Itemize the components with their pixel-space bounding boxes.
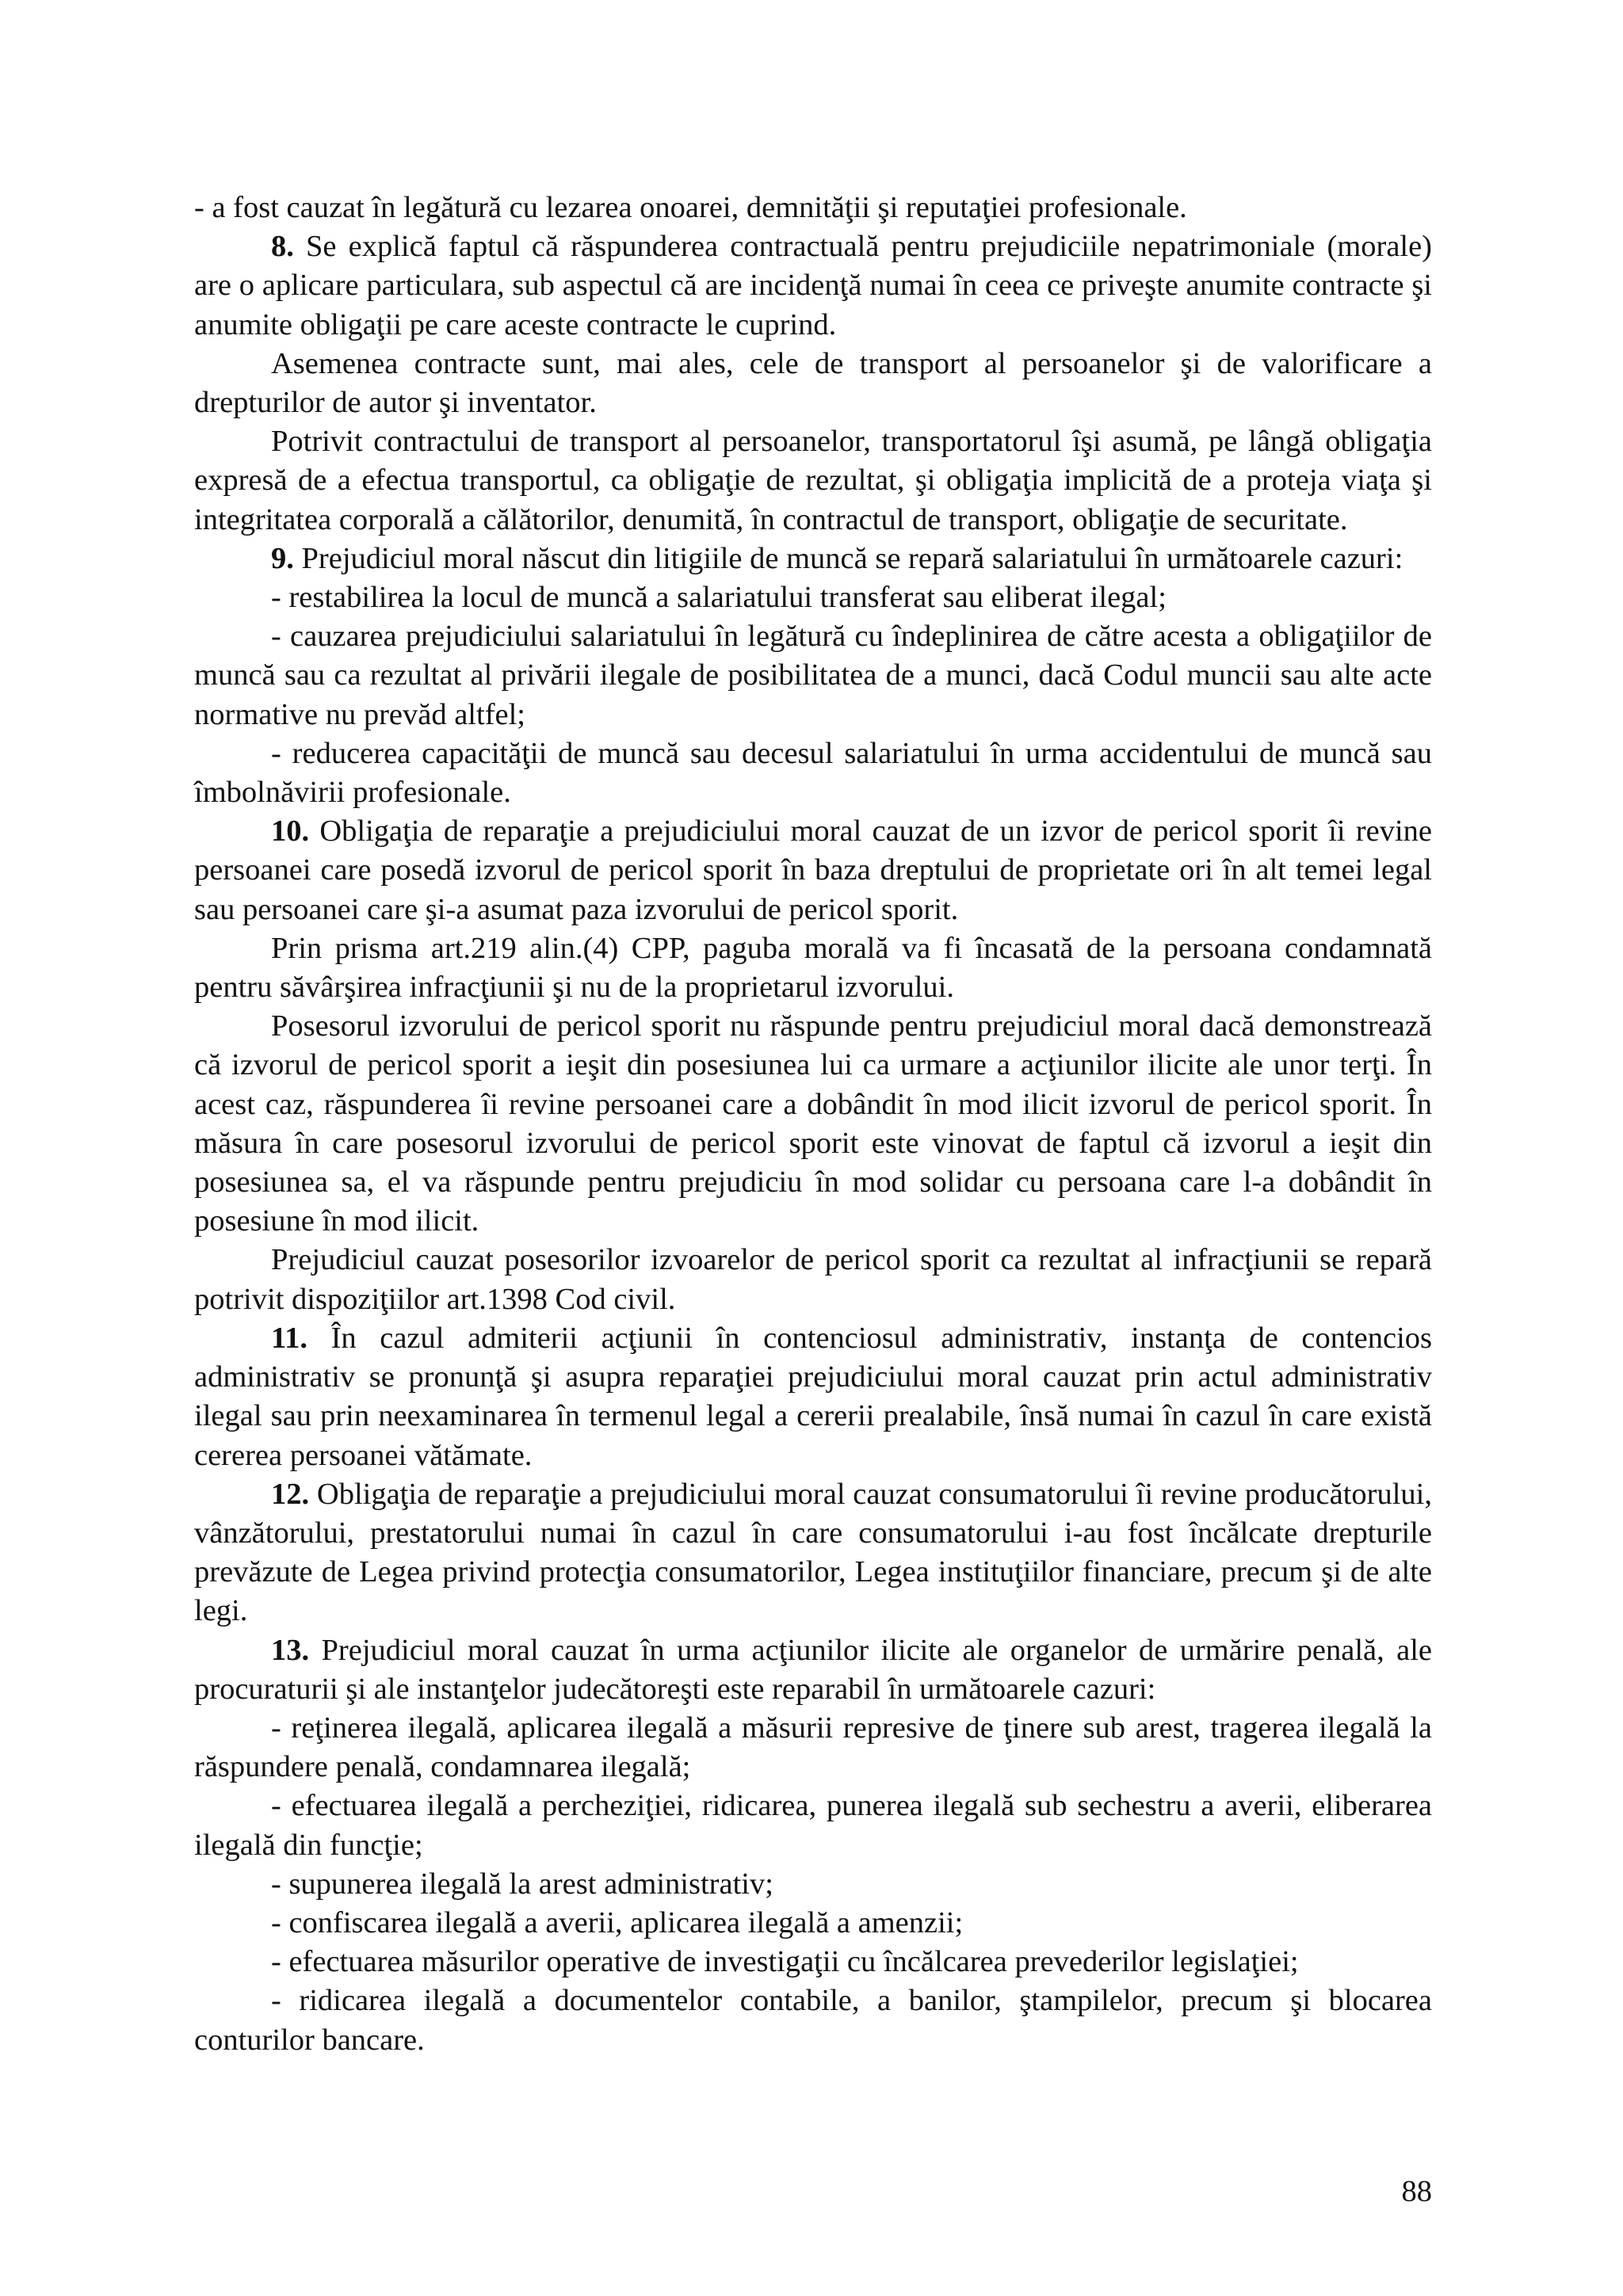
paragraph-text: Prejudiciul moral cauzat în urma acţiunilor ilicite ale organelor de urmărire penală, ale procuraturii şi ale instanţelor judecătoreşti este reparabil în următoarele cazuri: <box>194 1633 1432 1706</box>
paragraph <box>194 617 1432 734</box>
paragraph-text: Obligaţia de reparaţie a prejudiciului moral cauzat consumatorului îi revine producătorului, vânzătorului, prestatorului numai în cazul în care consumatorului i-au fost încălcate drepturile prevăzute de Legea privind protecţia consumatorilor, Legea instituţiilor financiare, precum şi de alte legi. <box>194 1477 1433 1628</box>
paragraph-text: - cauzarea prejudiciului salariatului în legătură cu îndeplinirea de către acesta a obligaţiilor de muncă sau ca rezultat al privării ilegale de posibilitatea de a munci, dacă Codul muncii sau alte acte normative nu prevăd altfel; <box>194 620 1432 731</box>
paragraph <box>194 1865 1432 1904</box>
paragraph <box>194 734 1432 812</box>
paragraph <box>194 540 1432 578</box>
paragraph <box>194 1981 1432 2059</box>
paragraph-number: 10. <box>271 814 310 849</box>
paragraph <box>194 578 1432 617</box>
paragraph <box>194 1475 1432 1631</box>
paragraph <box>194 422 1432 540</box>
paragraph <box>194 929 1432 1007</box>
paragraph-text: Posesorul izvorului de pericol sporit nu răspunde pentru prejudiciul moral dacă demonstrează că izvorul de pericol sporit a ieşit din posesiunea lui ca urmare a acţiunilor ilicite ale unor terţi. În acest caz, răspunderea îi revine persoanei care a dobândit în mod ilicit izvorul de pericol sporit. În măsura în care posesorul izvorului de pericol sporit este vinovat de faptul că izvorul a ieşit din posesiunea sa, el va răspunde pentru prejudiciu în mod solidar cu persoana care l-a dobândit în posesiune în mod ilicit. <box>194 1009 1432 1238</box>
paragraph-number: 11. <box>271 1321 308 1355</box>
paragraph-text: - reducerea capacităţii de muncă sau decesul salariatului în urma accidentului de muncă sau îmbolnăvirii profesionale. <box>194 736 1432 810</box>
paragraph-number: 13. <box>271 1633 310 1667</box>
paragraph-text: - reţinerea ilegală, aplicarea ilegală a măsurii represive de ţinere sub arest, tragerea ilegală la răspundere penală, condamnarea ilegală; <box>194 1711 1432 1784</box>
paragraph <box>194 1904 1432 1943</box>
page-number: 88 <box>1401 2175 1432 2208</box>
paragraph-number: 8. <box>271 230 294 264</box>
paragraph <box>194 1787 1432 1864</box>
paragraph <box>194 1709 1432 1787</box>
paragraph-text: - confiscarea ilegală a averii, aplicarea ilegală a amenzii; <box>271 1905 964 1939</box>
paragraph <box>194 1943 1432 1981</box>
document-page <box>194 189 1432 2060</box>
paragraph-text: - a fost cauzat în legătură cu lezarea onoarei, demnităţii şi reputaţiei profesionale. <box>194 191 1187 224</box>
paragraph-text: - efectuarea ilegală a percheziţiei, ridicarea, punerea ilegală sub sechestru a averii, eliberarea ilegală din funcţie; <box>194 1789 1432 1862</box>
paragraph-number: 9. <box>271 541 294 575</box>
paragraph <box>194 1241 1432 1318</box>
paragraph-number: 12. <box>271 1477 310 1511</box>
paragraph-text: - supunerea ilegală la arest administrativ; <box>271 1867 773 1901</box>
paragraph <box>194 227 1432 345</box>
paragraph <box>194 812 1432 929</box>
paragraph-text: Prejudiciul cauzat posesorilor izvoarelor de pericol sporit ca rezultat al infracţiunii se repară potrivit dispoziţiilor art.1398 Cod civil. <box>194 1243 1432 1316</box>
paragraph-text: - efectuarea măsurilor operative de investigaţii cu încălcarea prevederilor legislaţiei; <box>271 1945 1299 1979</box>
paragraph <box>194 345 1432 422</box>
paragraph-text: Prin prisma art.219 alin.(4) CPP, paguba morală va fi încasată de la persoana condamnată pentru săvârşirea infracţiunii şi nu de la proprietarul izvorului. <box>194 931 1432 1005</box>
paragraph-text: Prejudiciul moral născut din litigiile de muncă se repară salariatului în următoarele cazuri: <box>301 541 1403 575</box>
paragraph-text: În cazul admiterii acţiunii în contenciosul administrativ, instanţa de contencios administrativ se pronunţă şi asupra reparaţiei prejudiciului moral cauzat prin actul administrativ ilegal sau prin neexaminarea în termenul legal a cererii prealabile, însă numai în cazul în care există cererea persoanei vătămate. <box>194 1321 1432 1472</box>
paragraph-text: Potrivit contractului de transport al persoanelor, transportatorul îşi asumă, pe lângă obligaţia expresă de a efectua transportul, ca obligaţie de rezultat, şi obligaţia implicită de a proteja viaţa şi integritatea corporală a călătorilor, denumită, în contractul de transport, obligaţie de securitate. <box>194 425 1432 536</box>
paragraph-text: Obligaţia de reparaţie a prejudiciului moral cauzat de un izvor de pericol sporit îi revine persoanei care posedă izvorul de pericol sporit în baza dreptului de proprietate ori în alt temei legal sau persoanei care şi-a asumat paza izvorului de pericol sporit. <box>194 814 1432 926</box>
paragraph-text: - restabilirea la locul de muncă a salariatului transferat sau eliberat ilegal; <box>271 581 1167 615</box>
paragraph-text: Asemenea contracte sunt, mai ales, cele de transport al persoanelor şi de valorificare a drepturilor de autor şi inventator. <box>194 346 1432 420</box>
paragraph <box>194 189 1432 227</box>
paragraph-text: - ridicarea ilegală a documentelor contabile, a banilor, ştampilelor, precum şi blocarea conturilor bancare. <box>194 1984 1432 2057</box>
paragraph-text: Se explică faptul că răspunderea contractuală pentru prejudiciile nepatrimoniale (morale) are o aplicare particulara, sub aspectul că are incidenţă numai în ceea ce priveşte anumite contracte şi anumite obligaţii pe care aceste contracte le cuprind. <box>194 230 1433 341</box>
paragraph <box>194 1631 1432 1709</box>
paragraph <box>194 1007 1432 1241</box>
paragraph <box>194 1319 1432 1475</box>
